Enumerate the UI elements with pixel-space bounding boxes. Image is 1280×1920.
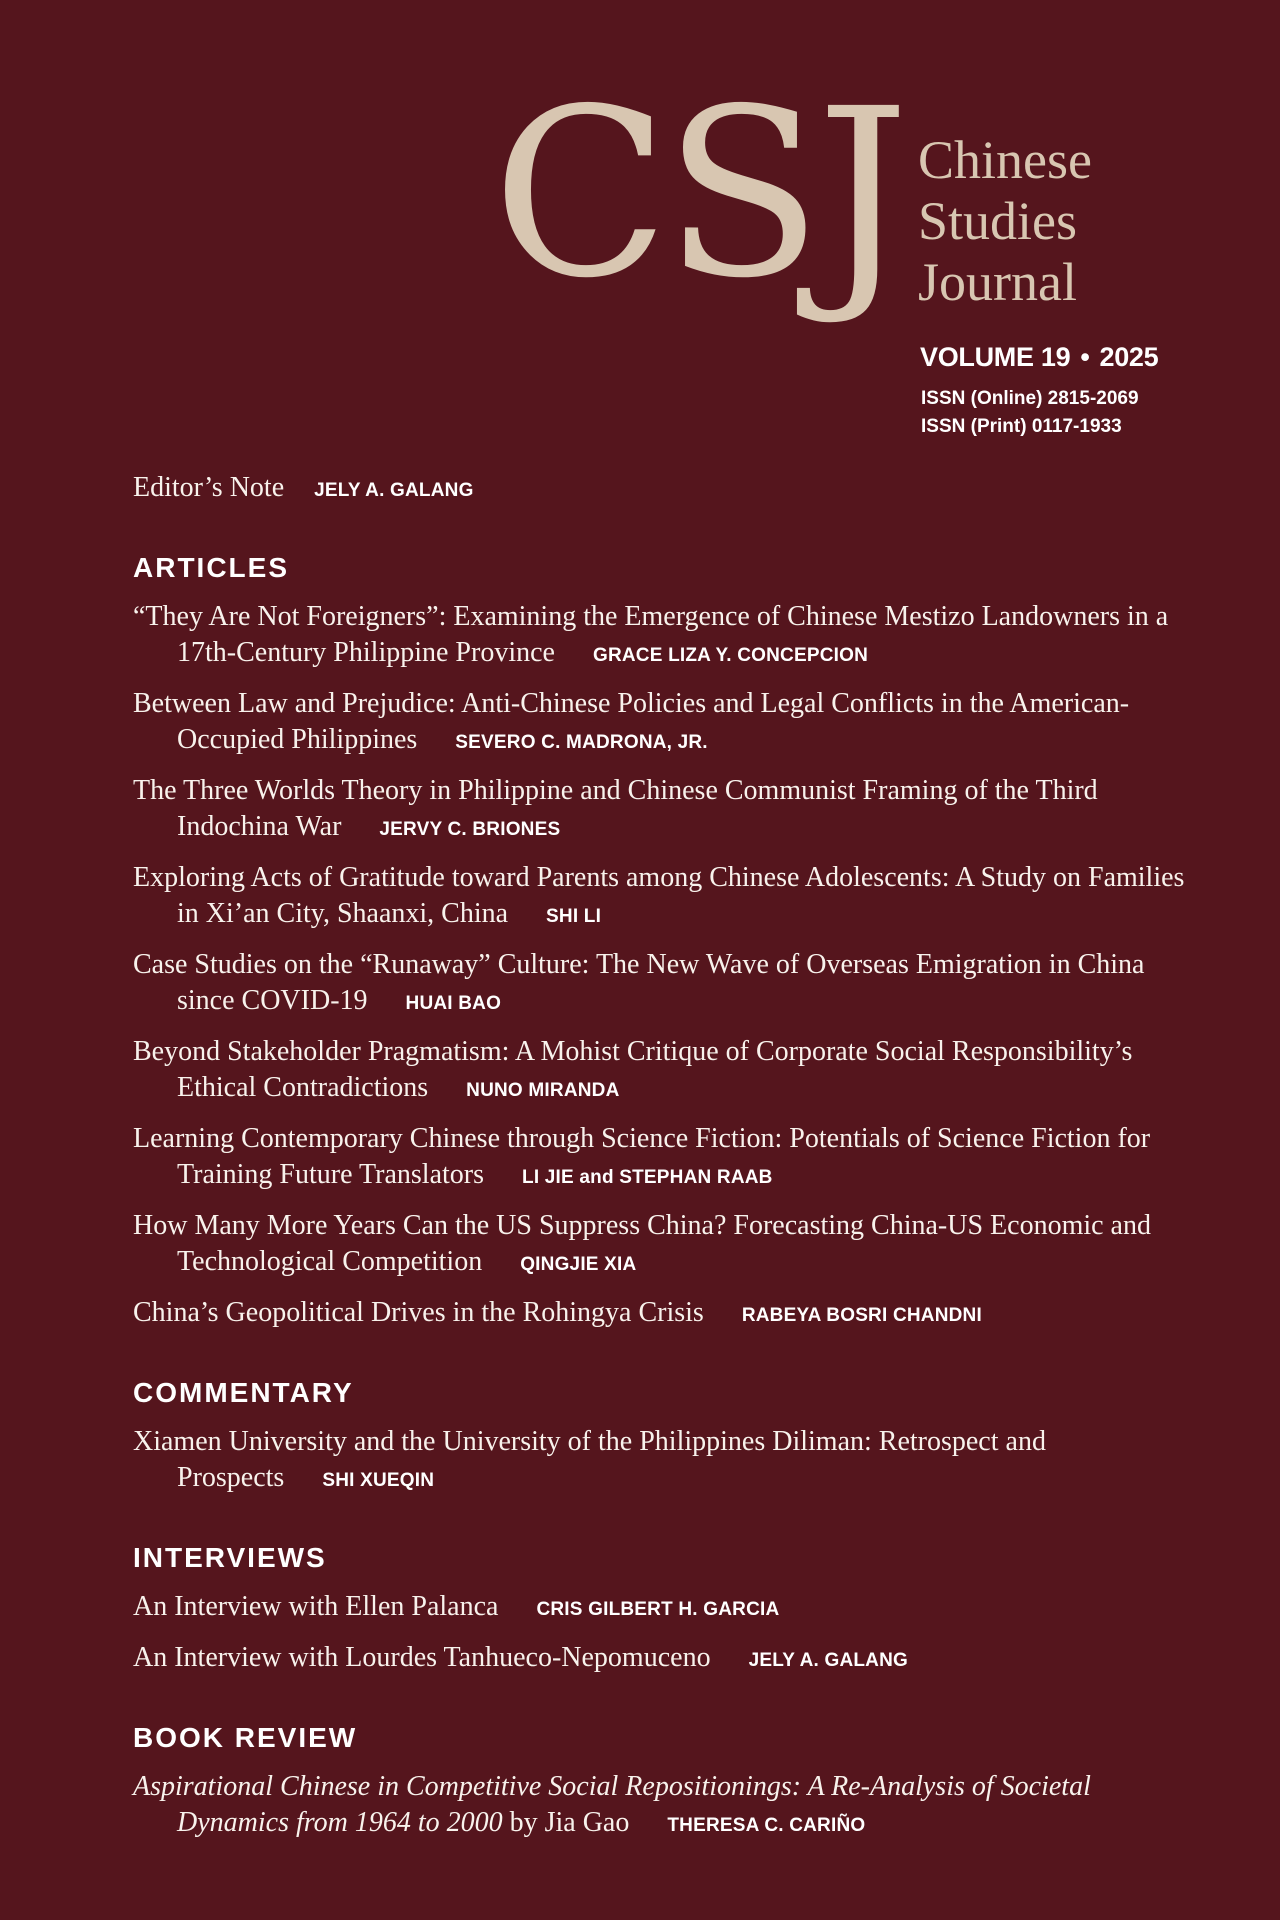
entry-title: Editor’s Note bbox=[133, 472, 285, 503]
entry-title: Beyond Stakeholder Pragmatism: A Mohist Critique of Corporate Social Responsibility’s Ethical Contradictions bbox=[133, 1036, 1133, 1103]
toc-entry bbox=[133, 860, 1193, 935]
toc-entry bbox=[133, 1424, 1193, 1499]
entry-title: Exploring Acts of Gratitude toward Parents among Chinese Adolescents: A Study on Families in Xi’an City, Shaanxi, China bbox=[133, 862, 1185, 929]
entry-title: An Interview with Lourdes Tanhueco-Nepomuceno bbox=[133, 1642, 711, 1673]
entry-author: QINGJIE XIA bbox=[520, 1254, 637, 1275]
entry-title: Case Studies on the “Runaway” Culture: The New Wave of Overseas Emigration in China since COVID-19 bbox=[133, 949, 1145, 1016]
section-heading: INTERVIEWS bbox=[133, 1542, 327, 1573]
volume-year: 2025 bbox=[1099, 342, 1159, 372]
entry-author: JELY A. GALANG bbox=[748, 1650, 908, 1671]
journal-logo: CSJ bbox=[492, 59, 904, 329]
entry-title: Between Law and Prejudice: Anti-Chinese Policies and Legal Conflicts in the American-Occupied Philippines bbox=[133, 688, 1130, 755]
toc-entry bbox=[133, 599, 1193, 674]
toc-entry bbox=[133, 1295, 1193, 1334]
journal-name-line: Chinese bbox=[918, 130, 1092, 190]
entry-author: LI JIE and STEPHAN RAAB bbox=[522, 1167, 773, 1188]
entry-title: How Many More Years Can the US Suppress China? Forecasting China-US Economic and Technological Competition bbox=[133, 1210, 1151, 1277]
toc-entry bbox=[133, 1208, 1193, 1283]
volume-info bbox=[920, 342, 1158, 373]
book-title: Aspirational Chinese in Competitive Social Repositionings: A Re-Analysis of Societal Dynamics from 1964 to 2000 bbox=[133, 1771, 1091, 1838]
commentary-section bbox=[133, 1376, 1193, 1499]
entry-title: Learning Contemporary Chinese through Science Fiction: Potentials of Science Fiction for Training Future Translators bbox=[133, 1123, 1151, 1190]
section-heading: ARTICLES bbox=[133, 552, 289, 583]
masthead bbox=[0, 0, 1280, 460]
entry-author: NUNO MIRANDA bbox=[466, 1080, 620, 1101]
table-of-contents bbox=[133, 470, 1193, 1886]
entry-author: JERVY C. BRIONES bbox=[379, 819, 561, 840]
toc-entry bbox=[133, 1769, 1193, 1844]
bullet-separator: • bbox=[1080, 342, 1090, 372]
journal-name-line: Studies bbox=[918, 191, 1078, 251]
book-by-line: by Jia Gao bbox=[502, 1807, 630, 1838]
toc-entry bbox=[133, 1121, 1193, 1196]
toc-entry bbox=[133, 1640, 1193, 1679]
entry-author: SHI XUEQIN bbox=[322, 1470, 435, 1491]
volume-number: VOLUME 19 bbox=[920, 342, 1071, 372]
toc-entry bbox=[133, 686, 1193, 761]
entry-title: “They Are Not Foreigners”: Examining the Emergence of Chinese Mestizo Landowners in a 17th-Century Philippine Province bbox=[133, 601, 1169, 668]
journal-name bbox=[918, 130, 1218, 313]
entry-title bbox=[133, 1771, 1091, 1838]
entry-author: SHI LI bbox=[546, 906, 602, 927]
toc-entry bbox=[133, 947, 1193, 1022]
interviews-section bbox=[133, 1541, 1193, 1679]
issn-online: ISSN (Online) 2815-2069 bbox=[921, 388, 1139, 409]
entry-author: GRACE LIZA Y. CONCEPCION bbox=[592, 645, 869, 666]
entry-author: CRIS GILBERT H. GARCIA bbox=[536, 1599, 780, 1620]
issn-print: ISSN (Print) 0117-1933 bbox=[921, 416, 1122, 437]
entry-author: HUAI BAO bbox=[405, 993, 502, 1014]
entry-title: China’s Geopolitical Drives in the Rohingya Crisis bbox=[133, 1297, 704, 1328]
section-heading: BOOK REVIEW bbox=[133, 1722, 358, 1753]
articles-section bbox=[133, 551, 1193, 1334]
editors-note-entry bbox=[133, 470, 1193, 509]
toc-entry bbox=[133, 773, 1193, 848]
toc-entry bbox=[133, 1589, 1193, 1628]
toc-entry bbox=[133, 1034, 1193, 1109]
entry-author: SEVERO C. MADRONA, JR. bbox=[455, 732, 708, 753]
entry-author: THERESA C. CARIÑO bbox=[667, 1815, 866, 1836]
entry-author: JELY A. GALANG bbox=[314, 480, 474, 501]
entry-title: Xiamen University and the University of the Philippines Diliman: Retrospect and Prospects bbox=[133, 1426, 1046, 1493]
journal-name-line: Journal bbox=[918, 252, 1077, 312]
book-review-section bbox=[133, 1721, 1193, 1844]
entry-title: The Three Worlds Theory in Philippine and Chinese Communist Framing of the Third Indochina War bbox=[133, 775, 1098, 842]
entry-author: RABEYA BOSRI CHANDNI bbox=[741, 1305, 982, 1326]
entry-title: An Interview with Ellen Palanca bbox=[133, 1591, 499, 1622]
section-heading: COMMENTARY bbox=[133, 1377, 354, 1408]
